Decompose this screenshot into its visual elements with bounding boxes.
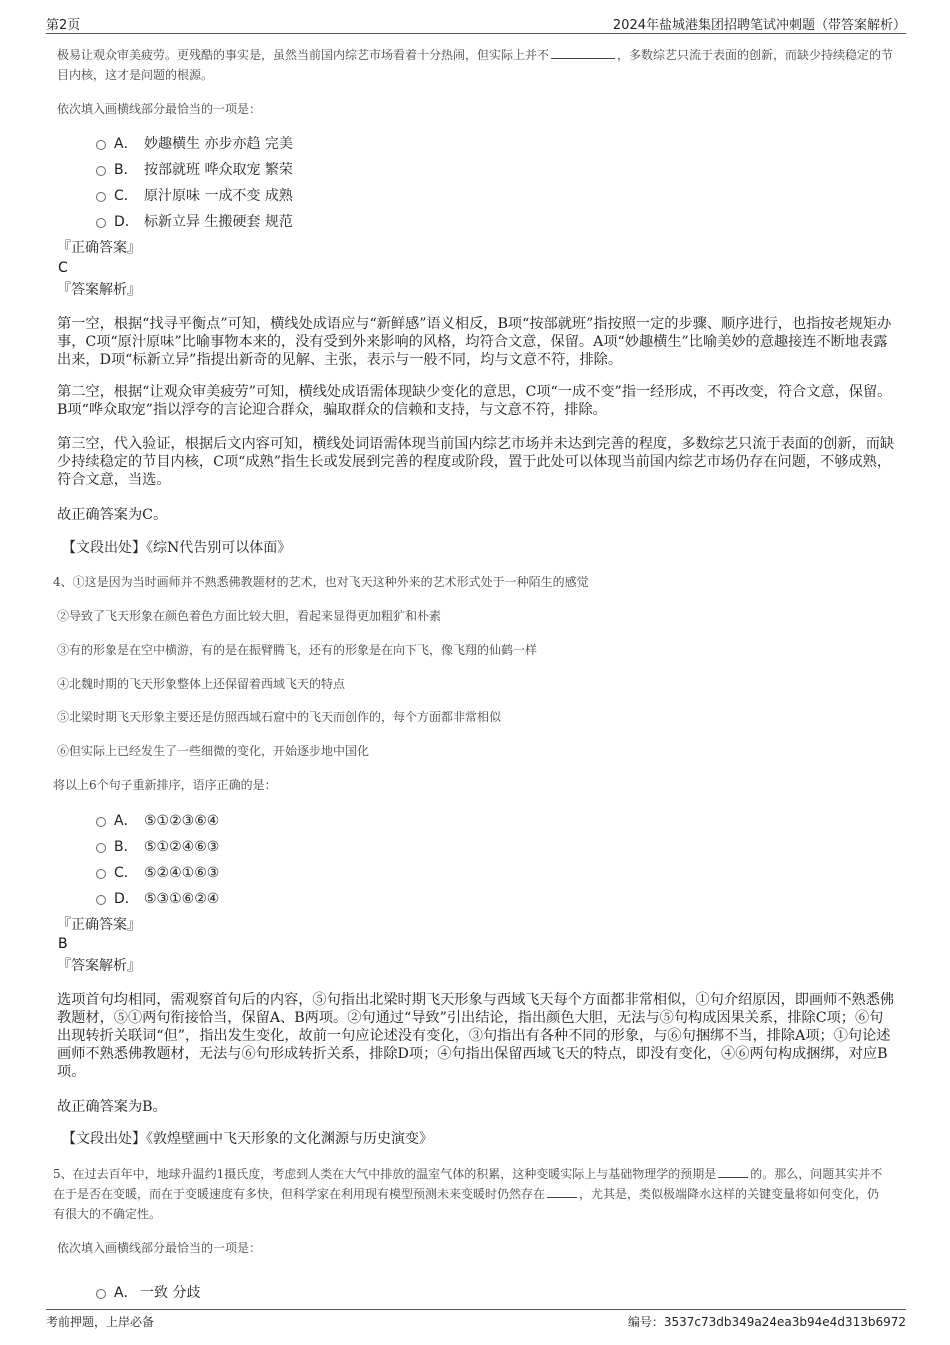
radio-icon[interactable]: [96, 140, 106, 150]
footer-slogan: 考前押题，上岸必备: [46, 1315, 155, 1329]
option-label: D．: [114, 891, 139, 907]
option-text: 妙趣横生 亦步亦趋 完美: [144, 136, 293, 152]
radio-icon[interactable]: [96, 895, 106, 905]
radio-icon[interactable]: [96, 192, 106, 202]
q3-answer-label: 『正确答案』: [57, 240, 141, 256]
q4-sentence-2: ②导致了飞天形象在颜色着色方面比较大胆，看起来显得更加粗犷和朴素: [57, 609, 442, 623]
q4-answer: B: [58, 936, 68, 952]
radio-icon[interactable]: [96, 1289, 106, 1299]
page-footer: [46, 1312, 906, 1330]
option-label: B．: [114, 839, 138, 855]
q4-source: 【文段出处】《敦煌壁画中飞天形象的文化渊源与历史演变》: [62, 1131, 433, 1147]
option-label: A．: [114, 1285, 138, 1301]
option-label: C．: [114, 865, 138, 881]
q5-stem: [53, 1164, 891, 1224]
q3-stem-part2: ，多数综艺只流于表面的创新，而缺少持续稳定的节目内核，这才是问题的根源。: [57, 48, 894, 82]
option-label: A．: [114, 136, 138, 152]
option-text: 标新立异 生搬硬套 规范: [144, 214, 293, 230]
option-text: 按部就班 哗众取宠 繁荣: [144, 162, 293, 178]
q3-analysis-label: 『答案解析』: [57, 282, 141, 298]
q3-analysis-para2: 第二空，根据“让观众审美疲劳”可知，横线处成语需体现缺少变化的意思，C项“一成不变”指一经形成，不再改变，符合文意，保留。B项“哗众取宠”指以浮夸的言论迎合群众，骗取群众的信赖和支持，与文意不符，排除。: [57, 384, 892, 418]
q4-sentence-5: ⑤北梁时期飞天形象主要还是仿照西域石窟中的飞天而创作的，每个方面都非常相似: [57, 710, 502, 724]
page-number: 第2页: [46, 18, 81, 33]
option-text: ⑤③①⑥②④: [144, 891, 220, 907]
q5-blank-1: [718, 1165, 748, 1178]
option-text: ⑤②④①⑥③: [144, 865, 220, 881]
q3-analysis-para1: 第一空，根据“找寻平衡点”可知，横线处成语应与“新鲜感”语义相反，B项“按部就班”指按照一定的步骤、顺序进行，也指按老规矩办事，C项“原汁原味”比喻事物本来的，没有受到外来影响的风格，均符合文意，保留。A项“妙趣横生”比喻美妙的意趣接连不断地表露出来，D项“标新立异”指提出新奇的见解、主张，表示与一般不同，均与文意不符，排除。: [57, 316, 892, 368]
q4-analysis-para1: 选项首句均相同，需观察首句后的内容，⑤句指出北梁时期飞天形象与西域飞天每个方面都非常相似，①句介绍原因，即画师不熟悉佛教题材，⑤①两句衔接恰当，保留A、B两项。②句通过“导致”引出结论，指出颜色大胆，无法与⑤句构成因果关系，排除C项；⑥句出现转折关联词“但”，指出发生变化，故前一句应论述没有变化，③句指出有各种不同的形象，与⑥句捆绑不当，排除A项；①句论述画师不熟悉佛教题材，无法与⑥句形成转折关系，排除D项；④句指出保留西域飞天的特点，即没有变化，④⑥两句构成捆绑，对应B项。: [57, 992, 895, 1080]
q3-conclusion: 故正确答案为C。: [57, 507, 168, 523]
q3-blank: [551, 46, 615, 59]
q3-analysis-para3: 第三空，代入验证，根据后文内容可知，横线处词语需体现当前国内综艺市场并未达到完善的程度，多数综艺只流于表面的创新，而缺少持续稳定的节目内核，C项“成熟”指生长或发展到完善的程度或阶段，置于此处可以体现当前国内综艺市场仍存在问题，不够成熟，符合文意，当选。: [57, 436, 895, 488]
radio-icon[interactable]: [96, 869, 106, 879]
q4-sentence-4: ④北魏时期的飞天形象整体上还保留着西域飞天的特点: [57, 677, 346, 691]
radio-icon[interactable]: [96, 817, 106, 827]
document-id: 编号：3537c73db349a24ea3b94e4d313b6972: [627, 1315, 906, 1329]
option-label: C．: [114, 188, 138, 204]
q4-sentence-6: ⑥但实际上已经发生了一些细微的变化，开始逐步地中国化: [57, 744, 370, 758]
q4-answer-label: 『正确答案』: [57, 917, 141, 933]
radio-icon[interactable]: [96, 166, 106, 176]
q3-answer: C: [58, 260, 68, 276]
q4-sentence-1: 4、①这是因为当时画师并不熟悉佛教题材的艺术，也对飞天这种外来的艺术形式处于一种陌生的感觉: [53, 575, 589, 589]
option-text: ⑤①②④⑥③: [144, 839, 220, 855]
option-text: 一致 分歧: [140, 1285, 201, 1301]
q3-source: 【文段出处】《综N代告别可以体面》: [62, 540, 292, 556]
option-text: ⑤①②③⑥④: [144, 813, 220, 829]
q5-stem-part2: 的。那么，问题其实并不在于是否在变暖，而在于变暖速度有多快，但科学家在利用现有模型预测未来变暖时仍然存在: [53, 1167, 883, 1201]
option-text: 原汁原味 一成不变 成熟: [144, 188, 293, 204]
q3-stem-part1: 极易让观众审美疲劳。更残酷的事实是，虽然当前国内综艺市场看着十分热闹，但实际上并不: [57, 48, 550, 62]
radio-icon[interactable]: [96, 843, 106, 853]
q5-stem-part3: ，尤其是，类似极端降水这样的关键变量将如何变化，仍有很大的不确定性。: [53, 1187, 880, 1221]
q5-stem-part1: 5、在过去百年中，地球升温约1摄氏度，考虑到人类在大气中排放的温室气体的积累，这种变暖实际上与基础物理学的预期是: [53, 1167, 717, 1181]
option-label: B．: [114, 162, 138, 178]
q4-analysis-label: 『答案解析』: [57, 958, 141, 974]
option-label: A．: [114, 813, 138, 829]
radio-icon[interactable]: [96, 218, 106, 228]
header-divider: [46, 33, 906, 34]
option-label: D．: [114, 214, 139, 230]
q5-blank-2: [547, 1185, 577, 1198]
document-title: 2024年盐城港集团招聘笔试冲刺题（带答案解析）: [612, 18, 906, 33]
q3-stem: [57, 45, 895, 85]
footer-divider: [46, 1309, 906, 1310]
q4-conclusion: 故正确答案为B。: [57, 1099, 167, 1115]
q5-prompt: 依次填入画横线部分最恰当的一项是：: [57, 1241, 262, 1255]
q4-sentence-3: ③有的形象是在空中横游，有的是在振臂腾飞，还有的形象是在向下飞，像飞翔的仙鹤一样: [57, 643, 538, 657]
q4-prompt: 将以上6个句子重新排序，语序正确的是：: [53, 778, 277, 792]
page-header: [46, 12, 906, 32]
q3-prompt: 依次填入画横线部分最恰当的一项是：: [57, 102, 262, 116]
